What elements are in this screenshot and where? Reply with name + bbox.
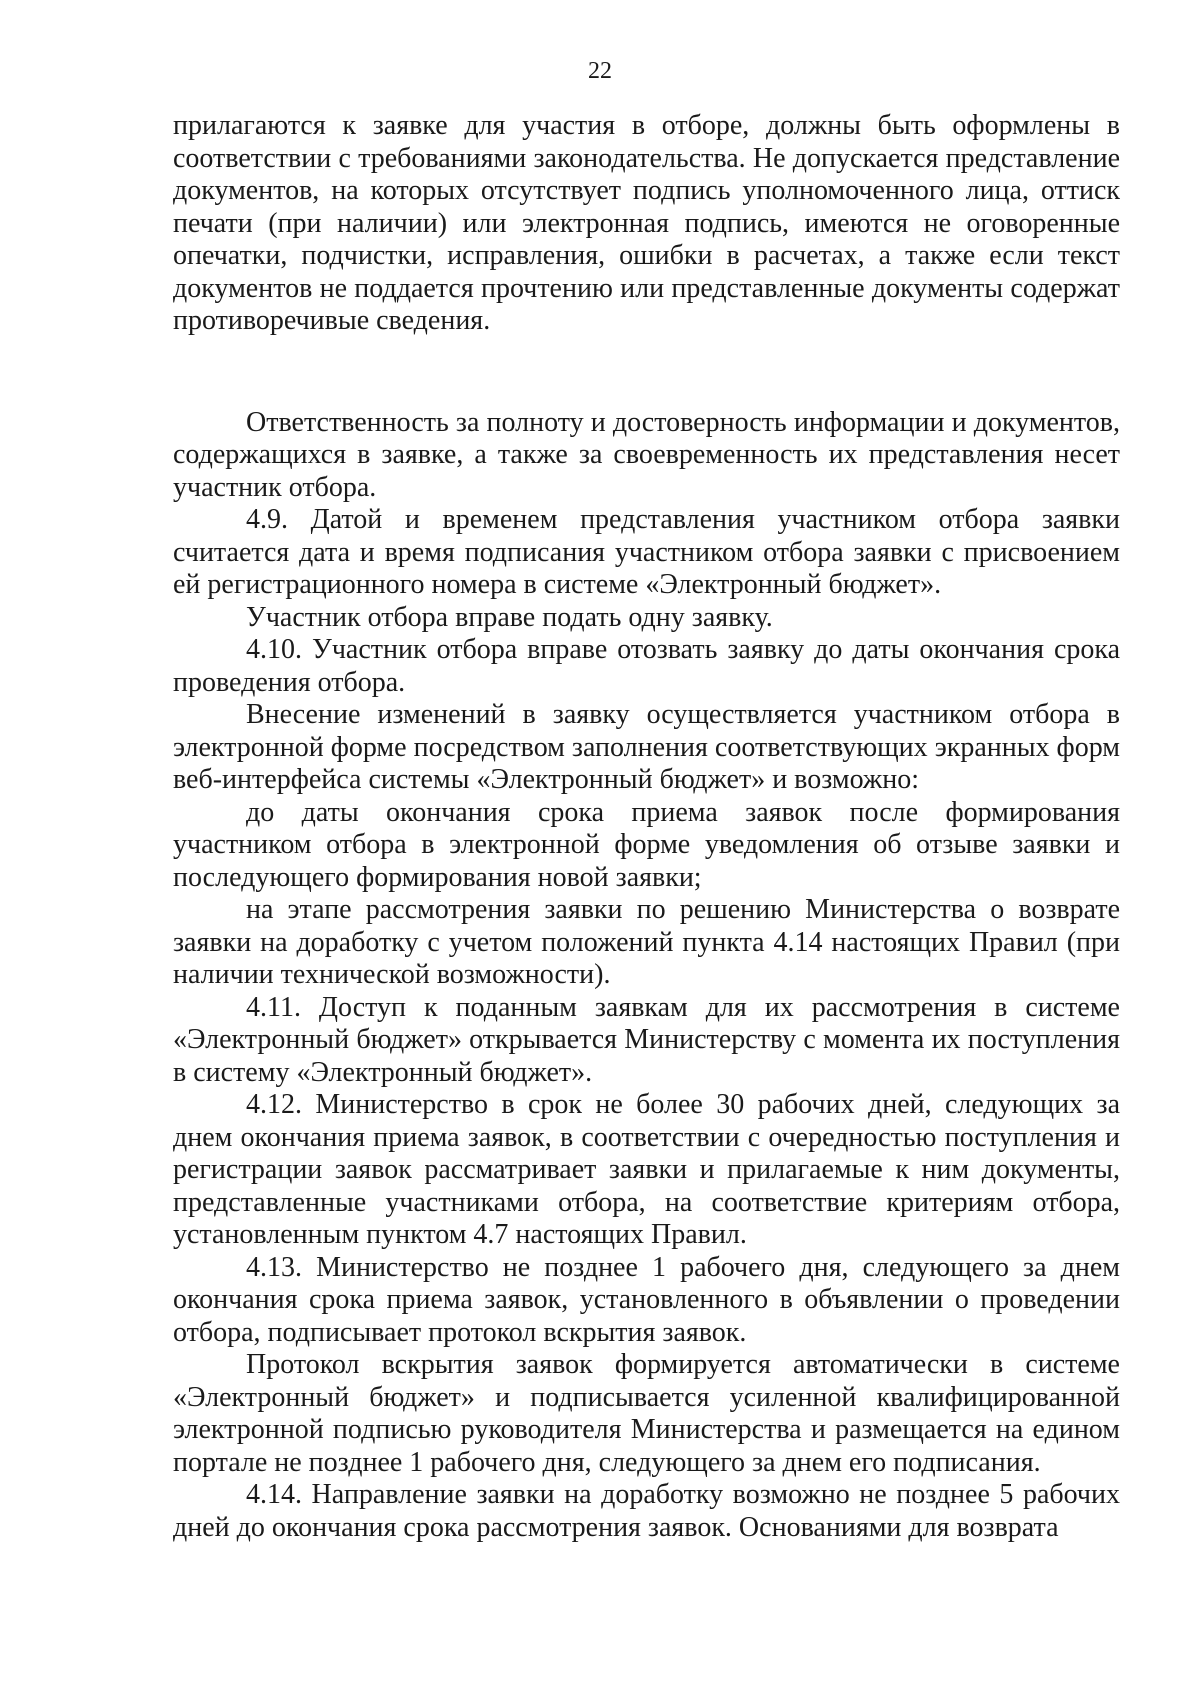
paragraph-4-13: 4.13. Министерство не позднее 1 рабочего дня, следующего за днем окончания срока приема заявок, установленного в объявлении о проведении отбора, подписывает протокол вскрытия заявок. [173, 1251, 1120, 1348]
paragraph-4-14: 4.14. Направление заявки на доработку возможно не позднее 5 рабочих дней до окончания срока рассмотрения заявок. Основаниями для возврата [173, 1479, 1120, 1543]
paragraph-changes: Внесение изменений в заявку осуществляется участником отбора в электронной форме посредством заполнения соответствующих экранных форм веб-интерфейса системы «Электронный бюджет» и возможно: [173, 699, 1120, 795]
paragraph-one-application: Участник отбора вправе подать одну заявку. [246, 601, 773, 633]
document-body [173, 110, 1120, 1544]
paragraph-opening-protocol: Протокол вскрытия заявок формируется автоматически в системе «Электронный бюджет» и подписывается усиленной квалифицированной электронной подписью руководителя Министерства и размещается на едином портале не позднее 1 рабочего дня, следующего за днем его подписания. [173, 1349, 1120, 1478]
page-number: 22 [588, 58, 612, 84]
paragraph-4-9: 4.9. Датой и временем представления участником отбора заявки считается дата и время подписания участником отбора заявки с присвоением ей регистрационного номера в системе «Электронный бюджет». [173, 504, 1120, 600]
paragraph-continuation: прилагаются к заявке для участия в отборе, должны быть оформлены в соответствии с требованиями законодательства. Не допускается представление документов, на которых отсутствует подпись уполномоченного лица, оттиск печати (при наличии) или электронная подпись, имеются не оговоренные опечатки, подчистки, исправления, ошибки в расчетах, а также если текст документов не поддается прочтению или представленные документы содержат противоречивые сведения. [173, 110, 1120, 336]
paragraph-changes-option-2: на этапе рассмотрения заявки по решению Министерства о возврате заявки на доработку с учетом положений пункта 4.14 настоящих Правил (при наличии технической возможности). [173, 894, 1120, 990]
paragraph-4-11: 4.11. Доступ к поданным заявкам для их рассмотрения в системе «Электронный бюджет» открывается Министерству с момента их поступления в систему «Электронный бюджет». [173, 991, 1120, 1088]
paragraph-responsibility: Ответственность за полноту и достоверность информации и документов, содержащихся в заявке, а также за своевременность их представления несет участник отбора. [173, 406, 1120, 503]
paragraph-changes-option-1: до даты окончания срока приема заявок после формирования участником отбора в электронной форме уведомления об отзыве заявки и последующего формирования новой заявки; [173, 796, 1120, 893]
paragraph-4-12: 4.12. Министерство в срок не более 30 рабочих дней, следующих за днем окончания приема заявок, в соответствии с очередностью поступления и регистрации заявок рассматривает заявки и прилагаемые к ним документы, представленные участниками отбора, на соответствие критериям отбора, установленным пунктом 4.7 настоящих Правил. [173, 1089, 1120, 1250]
paragraph-4-10: 4.10. Участник отбора вправе отозвать заявку до даты окончания срока проведения отбора. [173, 634, 1120, 698]
